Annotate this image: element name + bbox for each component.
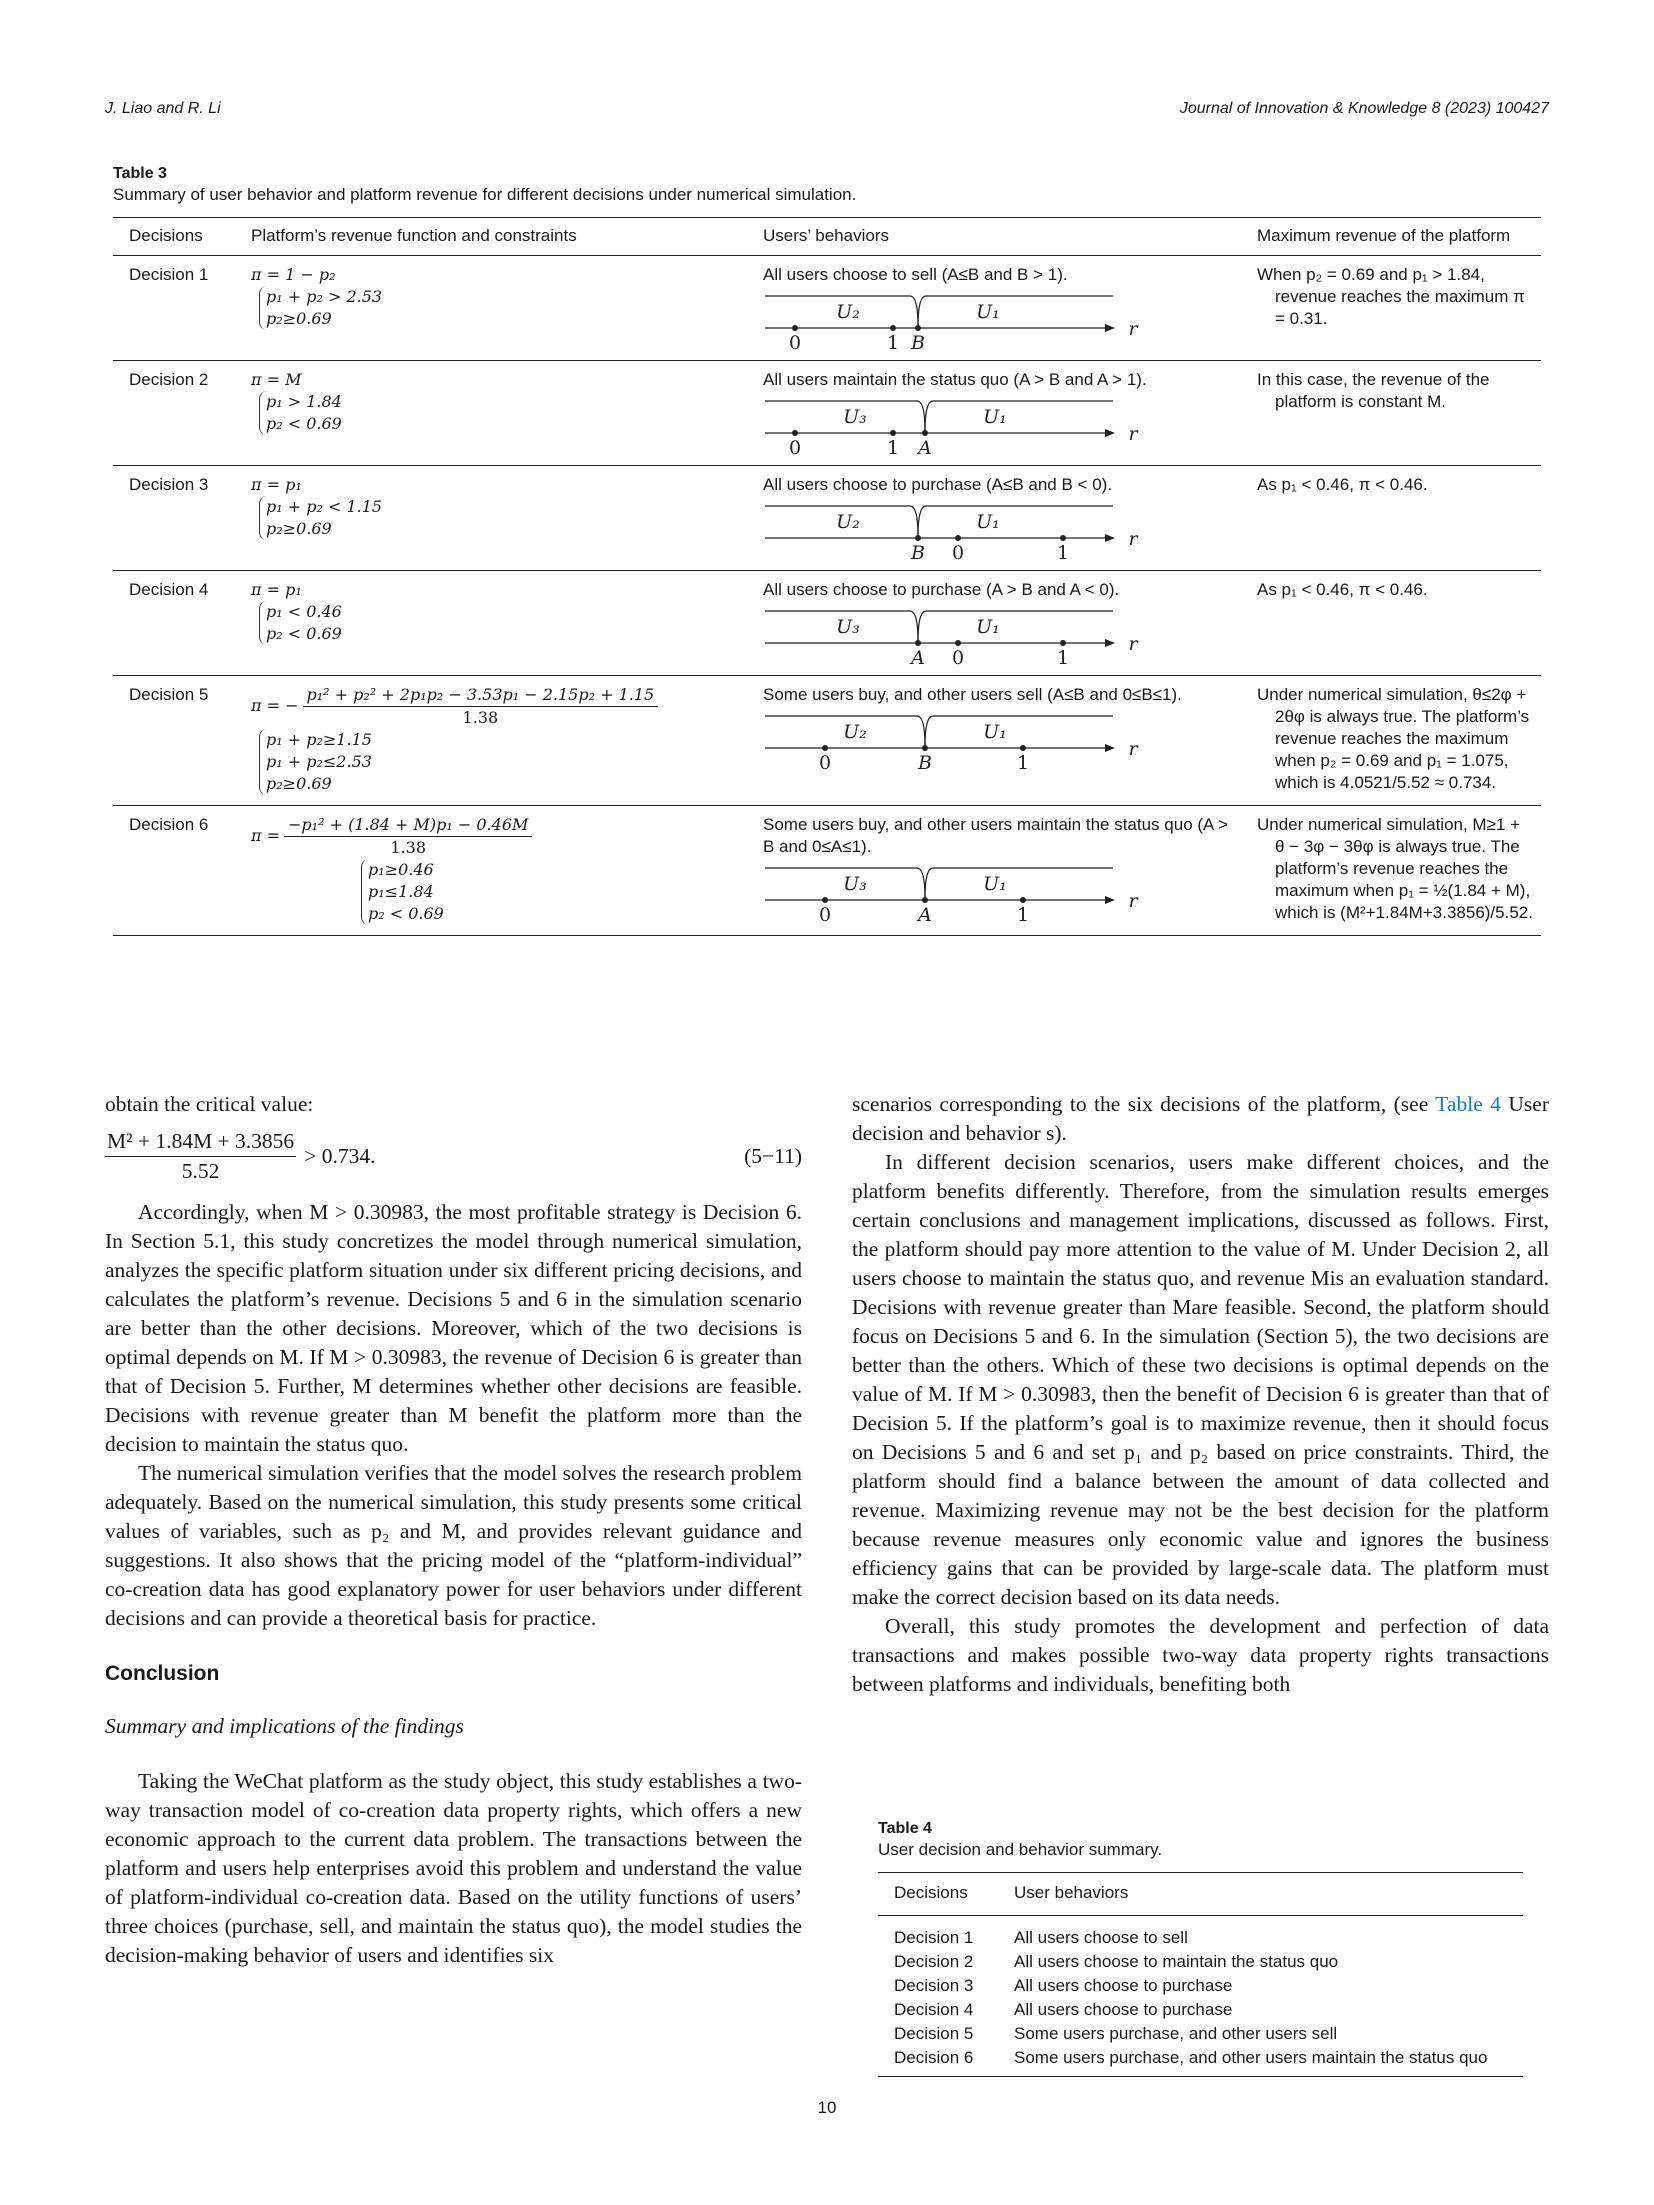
behavior-text: All users choose to sell (A≤B and B > 1). [763,265,1068,284]
utility-label-right: U₁ [976,511,1000,533]
behavior-cell: All users choose to maintain the status quo [1014,1952,1339,1971]
col-header-decisions: Decisions [113,218,235,256]
max-revenue-cell [1241,676,1541,806]
table-row [878,1950,1523,1974]
tick-point [1020,897,1026,903]
col-header-max-revenue: Maximum revenue of the platform [1241,218,1541,256]
decision-cell: Decision 1 [113,256,235,361]
constraint-set [259,286,382,330]
region-bracket-right [925,868,1113,898]
revenue-numerator: p₁² + p₂² + 2p₁p₂ − 3.53p₁ − 2.15p₂ + 1.15 [303,684,659,707]
tick-point [792,325,798,331]
table-3-grid [113,217,1541,936]
equation-fraction [105,1127,296,1186]
col-header-revenue: Platform’s revenue function and constraints [235,218,747,256]
table-3 [113,165,1541,936]
constraint: p₁ + p₂≥1.15 [266,730,372,749]
constraint: p₁≥0.46 [368,860,434,879]
number-line-diagram [763,708,1143,770]
equation-number: (5−11) [744,1144,802,1168]
constraint: p₁ + p₂ < 1.15 [266,497,383,516]
decision-cell: Decision 1 [894,1928,974,1947]
table-3-caption: Summary of user behavior and platform revenue for different decisions under numerical simulation. [113,185,857,204]
max-revenue-text: As p₁ < 0.46, π < 0.46. [1257,475,1428,494]
tick-label: B [911,332,925,350]
tick-label: A [918,437,932,455]
tick-point [822,745,828,751]
equation-rhs: > 0.734. [304,1144,376,1168]
table-row [113,806,1541,936]
constraint: p₂≥0.69 [266,774,332,793]
table-row [878,1998,1523,2022]
revenue-function: π = M [251,370,302,389]
decision-cell: Decision 6 [878,2046,998,2077]
behavior-text: All users choose to purchase (A≤B and B < 0). [763,475,1113,494]
max-revenue-cell [1241,466,1541,571]
behavior-text: Some users buy, and other users maintain the status quo (A > B and 0≤A≤1). [763,815,1229,856]
tick-point [922,897,928,903]
table-row [113,676,1541,806]
region-bracket-right [918,296,1113,326]
running-header-authors: J. Liao and R. Li [105,100,221,117]
table-4-link[interactable]: Table 4 [1435,1092,1501,1116]
axis-label: r [1128,528,1138,550]
utility-label-right: U₁ [983,873,1007,895]
tick-label: B [918,752,932,770]
table-row [878,2046,1523,2077]
text-span: scenarios corresponding to the six decisions of the platform, (see [852,1092,1436,1116]
utility-label-left: U₃ [843,406,867,428]
table-row [113,361,1541,466]
constraint-set [361,859,444,925]
subsection-heading: Summary and implications of the findings [105,1714,464,1738]
table-4-caption: User decision and behavior summary. [878,1840,1163,1859]
tick-label: 0 [788,437,802,455]
behavior-cell: Some users purchase, and other users maintain the status quo [998,2046,1523,2077]
constraint-set [259,496,382,540]
axis-label: r [1128,633,1138,655]
running-header-journal: Journal of Innovation & Knowledge 8 (2023) 100427 [1179,100,1549,117]
behavior-cell [747,571,1241,676]
equation-numerator: M² + 1.84M + 3.3856 [105,1127,296,1157]
decision-cell: Decision 4 [113,571,235,676]
max-revenue-text: Under numerical simulation, θ≤2φ + 2θφ is always true. The platform’s revenue reaches the maximum when p₂ = 0.69 and p₁ = 1.075, which is 4.0521/5.52 ≈ 0.734. [1257,685,1530,792]
max-revenue-cell [1241,256,1541,361]
tick-label: 1 [1056,647,1070,665]
constraint: p₁ + p₂ > 2.53 [266,287,383,306]
axis-label: r [1128,318,1138,340]
behavior-cell: Some users purchase, and other users sell [1014,2024,1338,2043]
utility-label-left: U₃ [843,873,867,895]
constraint: p₂ < 0.69 [266,414,342,433]
axis-label: r [1128,738,1138,760]
behavior-text: Some users buy, and other users sell (A≤B and 0≤B≤1). [763,685,1182,704]
tick-point [1060,640,1066,646]
behavior-cell [747,361,1241,466]
equation-denominator: 5.52 [181,1159,220,1183]
max-revenue-text: When p₂ = 0.69 and p₁ > 1.84, revenue reaches the maximum π = 0.31. [1257,265,1525,328]
equation-5-11 [105,1127,802,1186]
tick-label: A [918,904,932,922]
revenue-function: π = p₁ [251,580,302,599]
utility-label-right: U₁ [976,616,1000,638]
paragraph: The numerical simulation verifies that the model solves the research problem adequately. Based on the numerical simulation, this study presents some critical values of variables, such as p₂ and M, and provides relevant guidance and suggestions. It also shows that the pricing model of the “platform-individual” co-creation data has good explanatory power for user behaviors under different decisions and can provide a theoretical basis for practice. [105,1461,802,1630]
revenue-cell [235,466,747,571]
tick-point [890,325,896,331]
utility-label-right: U₁ [976,301,1000,323]
constraint-set [259,729,372,795]
revenue-denominator: 1.38 [390,838,427,857]
utility-label-left: U₂ [843,721,867,743]
utility-label-right: U₁ [983,406,1007,428]
revenue-function: π = p₁ [251,475,302,494]
axis-label: r [1128,890,1138,912]
decision-cell: Decision 3 [894,1976,974,1995]
decision-cell: Decision 2 [113,361,235,466]
utility-label-left: U₃ [836,616,860,638]
number-line-diagram [763,288,1143,350]
revenue-prefix: π = − [251,696,299,715]
revenue-function: π = 1 − p₂ [251,265,336,284]
number-line-diagram [763,860,1143,922]
max-revenue-text: Under numerical simulation, M≥1 + θ − 3φ − 3θφ is always true. The platform’s revenue reaches the maximum when p₁ = ½(1.84 + M), which is (M²+1.84M+3.3856)/5.52. [1257,815,1533,922]
tick-point [915,535,921,541]
decision-cell: Decision 5 [113,676,235,806]
behavior-cell [747,806,1241,936]
revenue-denominator: 1.38 [462,708,499,727]
col-header-behaviors: Users’ behaviors [747,218,1241,256]
number-line-diagram [763,603,1143,665]
table-row [878,1974,1523,1998]
max-revenue-text: In this case, the revenue of the platform is constant M. [1257,370,1490,411]
constraint: p₁ < 0.46 [266,602,342,621]
constraint: p₁ + p₂≤2.53 [266,752,372,771]
tick-point [1020,745,1026,751]
axis-arrow [1105,744,1115,752]
number-line-diagram [763,393,1143,455]
tick-point [922,430,928,436]
paragraph: Accordingly, when M > 0.30983, the most profitable strategy is Decision 6. In Section 5.1, this study concretizes the model through numerical simulation, analyzes the specific platform situation under six different pricing decisions, and calculates the platform’s revenue. Decisions 5 and 6 in the simulation scenario are better than the other decisions. Moreover, which of the two decisions is optimal depends on M. If M > 0.30983, the revenue of Decision 6 is greater than that of Decision 5. Further, M determines whether other decisions are feasible. Decisions with revenue greater than M benefit the platform more than the decision to maintain the status quo. [105,1200,802,1456]
tick-label: 0 [818,904,832,922]
paragraph: Taking the WeChat platform as the study object, this study establishes a two-way transaction model of co-creation data property rights, which offers a new economic approach to the current data problem. The transactions between the platform and users help enterprises avoid this problem and understand the value of platform-individual co-creation data. Based on the utility functions of users’ three choices (purchase, sell, and maintain the status quo), the model studies the decision-making behavior of users and identifies six [105,1769,802,1967]
col-header-user-behaviors: User behaviors [998,1873,1523,1916]
axis-arrow [1105,639,1115,647]
max-revenue-cell [1241,361,1541,466]
revenue-numerator: −p₁² + (1.84 + M)p₁ − 0.46M [284,814,532,837]
tick-point [792,430,798,436]
behavior-cell: All users choose to sell [1014,1928,1188,1947]
revenue-fraction [284,814,532,859]
revenue-cell [235,361,747,466]
axis-label: r [1128,423,1138,445]
tick-point [915,325,921,331]
tick-label: 1 [886,437,900,455]
decision-cell: Decision 3 [113,466,235,571]
table-row [113,256,1541,361]
table-3-label: Table 3 [113,165,167,182]
constraint: p₂ < 0.69 [266,624,342,643]
table-4-grid [878,1872,1523,2077]
tick-label: 0 [788,332,802,350]
region-bracket-right [918,506,1113,536]
constraint-set [259,601,342,645]
behavior-cell [747,676,1241,806]
tick-label: 1 [886,332,900,350]
tick-label: B [911,542,925,560]
text-span: User decision and behavior s). [852,1092,1549,1145]
table-row [878,2022,1523,2046]
constraint: p₂ < 0.69 [368,904,444,923]
col-header-decisions: Decisions [878,1873,998,1916]
axis-arrow [1105,429,1115,437]
behavior-text: All users choose to purchase (A > B and A < 0). [763,580,1120,599]
number-line-diagram [763,498,1143,560]
tick-label: 1 [1056,542,1070,560]
revenue-cell [235,676,747,806]
tick-point [922,745,928,751]
paragraph: In different decision scenarios, users make different choices, and the platform benefits differently. Therefore, from the simulation results emerges certain conclusions and management implications, discussed as follows. First, the platform should pay more attention to the value of M. Under Decision 2, all users choose to maintain the status quo, and revenue Mis an evaluation standard. Decisions with revenue greater than Mare feasible. Second, the platform should focus on Decisions 5 and 6. In the simulation (Section 5), the two decisions are better than the others. Which of these two decisions is optimal depends on the value of M. If M > 0.30983, then the benefit of Decision 6 is greater than that of Decision 5. If the platform’s goal is to maximize revenue, then it should focus on Decisions 5 and 6 and set p₁ and p₂ based on price constraints. Third, the platform should find a balance between the amount of data collected and revenue. Maximizing revenue may not be the best decision for the platform because revenue measures only economic value and ignores the business efficiency gains that can be provided by large-scale data. The platform must make the correct decision based on its data needs. [852,1150,1549,1609]
intro-text: obtain the critical value: [105,1092,314,1116]
decision-cell: Decision 6 [113,806,235,936]
behavior-cell [747,466,1241,571]
decision-cell: Decision 5 [894,2024,974,2043]
tick-point [822,897,828,903]
section-heading: Conclusion [105,1662,220,1685]
tick-point [955,640,961,646]
tick-label: 0 [951,647,965,665]
table-4-label: Table 4 [878,1820,932,1837]
page-number: 10 [817,2098,837,2117]
tick-label: 0 [951,542,965,560]
region-bracket-right [925,716,1113,746]
utility-label-left: U₂ [836,301,860,323]
region-bracket-right [918,611,1113,641]
table-row [113,571,1541,676]
region-bracket-right [925,401,1113,431]
behavior-text: All users maintain the status quo (A > B and A > 1). [763,370,1147,389]
tick-point [890,430,896,436]
max-revenue-cell [1241,806,1541,936]
constraint: p₁ > 1.84 [266,392,342,411]
constraint-set [259,391,342,435]
tick-point [955,535,961,541]
tick-point [1060,535,1066,541]
max-revenue-cell [1241,571,1541,676]
constraint: p₂≥0.69 [266,309,332,328]
paragraph: Overall, this study promotes the development and perfection of data transactions and makes possible two-way data property rights transactions between platforms and individuals, benefiting both [852,1614,1549,1696]
tick-label: 1 [1016,904,1030,922]
tick-label: 0 [818,752,832,770]
behavior-cell [747,256,1241,361]
decision-cell: Decision 4 [894,2000,974,2019]
table-row [113,466,1541,571]
tick-label: 1 [1016,752,1030,770]
tick-label: A [911,647,925,665]
left-column [105,1090,802,1970]
constraint: p₁≤1.84 [368,882,434,901]
table-row [878,1916,1523,1951]
axis-arrow [1105,896,1115,904]
paragraph [852,1090,1549,1148]
axis-arrow [1105,534,1115,542]
max-revenue-text: As p₁ < 0.46, π < 0.46. [1257,580,1428,599]
right-column [852,1090,1549,1699]
revenue-cell [235,571,747,676]
tick-point [915,640,921,646]
revenue-prefix: π = [251,826,281,845]
revenue-function [251,814,739,859]
table-4 [878,1820,1523,2077]
utility-label-right: U₁ [983,721,1007,743]
revenue-fraction [303,684,659,729]
revenue-cell [235,256,747,361]
constraint: p₂≥0.69 [266,519,332,538]
revenue-cell [235,806,747,936]
axis-arrow [1105,324,1115,332]
utility-label-left: U₂ [836,511,860,533]
behavior-cell: All users choose to purchase [1014,2000,1233,2019]
behavior-cell: All users choose to purchase [1014,1976,1233,1995]
revenue-function [251,684,739,729]
decision-cell: Decision 2 [894,1952,974,1971]
